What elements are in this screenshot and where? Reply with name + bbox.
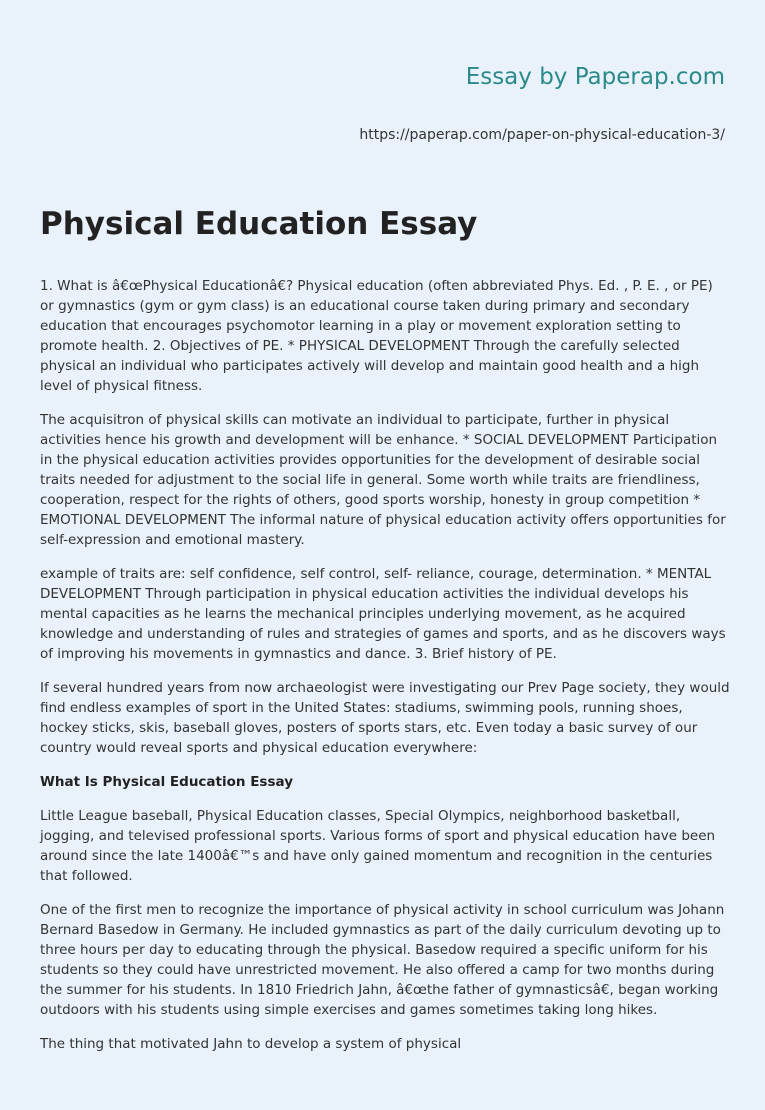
paragraph: If several hundred years from now archaeologist were investigating our Prev Page society, they would find endless examples of sport in the United States: stadiums, swimming pools, running shoes, hockey sticks, skis, baseball gloves, posters of sports stars, etc. Even today a basic survey of our country would reveal sports and physical education everywhere: <box>40 680 730 756</box>
paragraph: One of the first men to recognize the importance of physical activity in school curriculum was Johann Bernard Basedow in Germany. He included gymnastics as part of the daily curriculum devoting up to three hours per day to educating through the physical. Basedow required a specific uniform for his students so they could have unrestricted movement. He also offered a camp for two months during the summer for his students. In 1810 Friedrich Jahn, â€œthe father of gymnasticsâ€, began working outdoors with his students using simple exercises and games sometimes taking long hikes. <box>40 902 725 1018</box>
paragraph: The acquisitron of physical skills can motivate an individual to participate, further in physical activities hence his growth and development will be enhance. * SOCIAL DEVELOPMENT Participation in the physical education activities provides opportunities for the development of desirable social traits needed for adjustment to the social life in general. Some worth while traits are friendliness, cooperation, respect for the rights of others, good sports worship, honesty in group competition * EMOTIONAL DEVELOPMENT The informal nature of physical education activity offers opportunities for self-expression and emotional mastery. <box>40 412 726 548</box>
essay-body <box>40 276 730 1068</box>
paragraph: example of traits are: self confidence, self control, self- reliance, courage, determination. * MENTAL DEVELOPMENT Through participation in physical education activities the individual develops his mental capacities as he learns the mechanical principles underlying movement, as he acquired knowledge and understanding of rules and strategies of games and sports, and as he discovers ways of improving his movements in gymnastics and dance. 3. Brief history of PE. <box>40 566 726 662</box>
paragraph: Little League baseball, Physical Education classes, Special Olympics, neighborhood basketball, jogging, and televised professional sports. Various forms of sport and physical education have been around since the late 1400â€™s and have only gained momentum and recognition in the centuries that followed. <box>40 808 716 884</box>
site-brand[interactable]: Essay by Paperap.com <box>465 64 725 90</box>
section-subheading: What Is Physical Education Essay <box>40 774 293 790</box>
paragraph: The thing that motivated Jahn to develop a system of physical <box>40 1036 462 1052</box>
source-url[interactable]: https://paperap.com/paper-on-physical-education-3/ <box>359 127 725 143</box>
page-title: Physical Education Essay <box>40 206 478 242</box>
paragraph: 1. What is â€œPhysical Educationâ€? Physical education (often abbreviated Phys. Ed. , P. E. , or PE) or gymnastics (gym or gym class) is an educational course taken during primary and secondary education that encourages psychomotor learning in a play or movement exploration setting to promote health. 2. Objectives of PE. * PHYSICAL DEVELOPMENT Through the carefully selected physical an individual who participates actively will develop and maintain good health and a high level of physical fitness. <box>40 278 713 394</box>
